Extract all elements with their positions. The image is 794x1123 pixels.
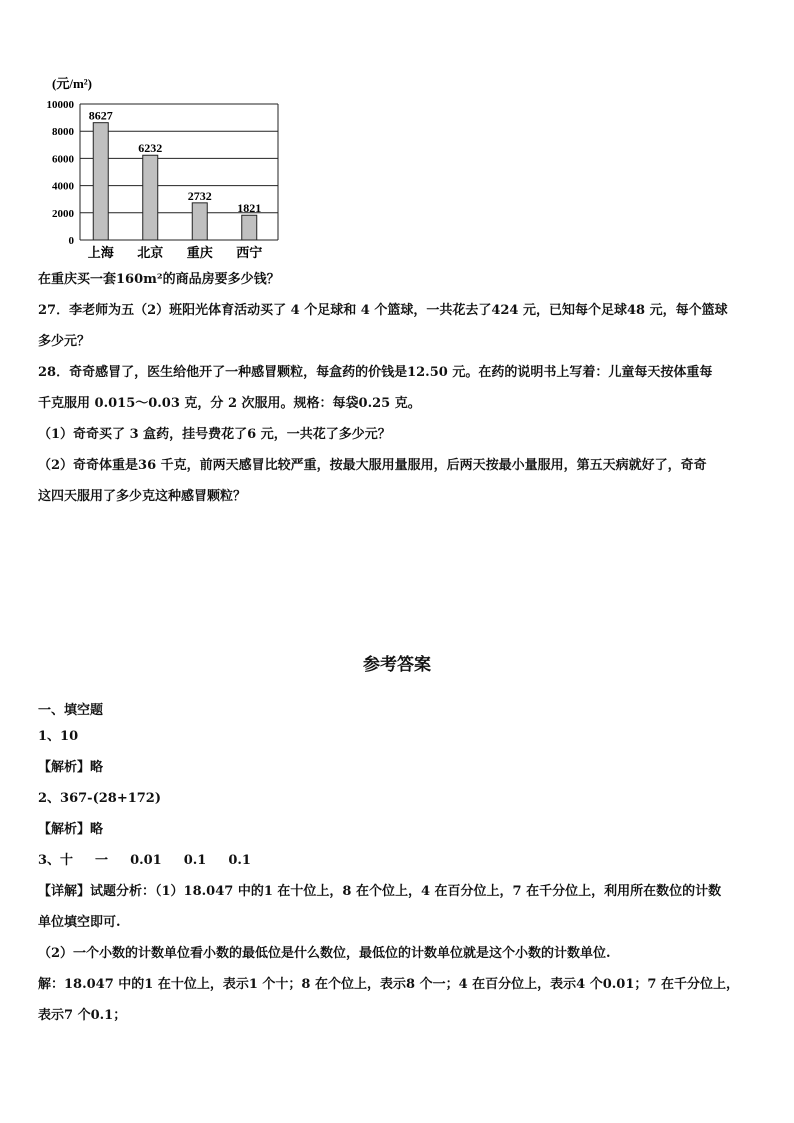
answers-title: 参考答案 — [363, 655, 431, 675]
q27-line-1: 27．李老师为五（2）班阳光体育活动买了 4 个足球和 4 个篮球，一共花去了424 元，已知每个足球48 元，每个篮球 — [38, 303, 728, 318]
answer-1: 1、10 — [38, 729, 79, 744]
y-tick-label: 0 — [68, 235, 74, 247]
answer-2-note: 【解析】略 — [38, 822, 104, 837]
y-tick-label: 6000 — [52, 153, 74, 166]
category-label: 重庆 — [186, 246, 213, 261]
bar-西宁 — [242, 215, 257, 240]
answer-3-value-2: 0.01 — [130, 853, 162, 868]
answer-3-detail-line-1: 【详解】试题分析：（1）18.047 中的1 在十位上，8 在个位上，4 在百分位上，7 在千分位上，利用所在数位的计数 — [38, 884, 722, 899]
bar-上海 — [93, 123, 108, 240]
q28-line-1: 28．奇奇感冒了，医生给他开了一种感冒颗粒，每盒药的价钱是12.50 元。在药的说明书上写着：儿童每天按体重每 — [38, 365, 713, 380]
bar-北京 — [143, 155, 158, 240]
category-label: 西宁 — [236, 246, 263, 261]
chart-unit-label: (元/m²) — [52, 76, 92, 91]
y-tick-label: 4000 — [52, 180, 74, 193]
y-tick-label: 10000 — [46, 99, 74, 111]
y-tick-label: 2000 — [52, 207, 74, 220]
category-label: 上海 — [87, 246, 114, 261]
data-label: 8627 — [88, 108, 113, 123]
answer-3-solution-line-1: 解：18.047 中的1 在十位上，表示1 个十；8 在个位上，表示8 个一；4 在百分位上，表示4 个0.01；7 在千分位上， — [38, 977, 739, 992]
answer-2: 2、367-(28+172) — [38, 791, 161, 806]
answer-3-solution-line-2: 表示7 个0.1； — [38, 1008, 127, 1023]
q28-line-2: 千克服用 0.015～0.03 克，分 2 次服用。规格：每袋0.25 克。 — [38, 396, 421, 411]
q28-sub-2-line-2: 这四天服用了多少克这种感冒颗粒？ — [38, 489, 247, 504]
q28-sub-2-line-1: （2）奇奇体重是36 千克，前两天感冒比较严重，按最大服用量服用，后两天按最小量服用，第五天病就好了，奇奇 — [38, 458, 707, 473]
answer-3-prefix: 3、十 — [38, 853, 74, 868]
answer-3-value-3: 0.1 — [183, 853, 207, 868]
data-label: 1821 — [237, 201, 262, 216]
q27-line-2: 多少元？ — [38, 334, 91, 349]
price-bar-chart — [30, 70, 290, 270]
bar-重庆 — [192, 203, 207, 240]
answer-3-value-4: 0.1 — [228, 853, 251, 868]
y-tick-label: 8000 — [52, 126, 74, 139]
answer-1-note: 【解析】略 — [38, 760, 104, 775]
q26-question-tail: 在重庆买一套160m²的商品房要多少钱？ — [38, 272, 280, 287]
answer-3-detail-line-2: 单位填空即可. — [38, 915, 121, 930]
answer-3-detail-line-3: （2）一个小数的计数单位看小数的最低位是什么数位，最低位的计数单位就是这个小数的计数单位. — [38, 946, 611, 961]
q28-sub-1: （1）奇奇买了 3 盒药，挂号费花了6 元，一共花了多少元？ — [38, 427, 391, 442]
category-label: 北京 — [137, 246, 164, 261]
answer-3-value-1: 一 — [95, 853, 109, 868]
answer-3 — [38, 853, 758, 869]
data-label: 6232 — [138, 141, 163, 156]
section-heading: 一、填空题 — [38, 703, 104, 718]
data-label: 2732 — [187, 188, 212, 203]
